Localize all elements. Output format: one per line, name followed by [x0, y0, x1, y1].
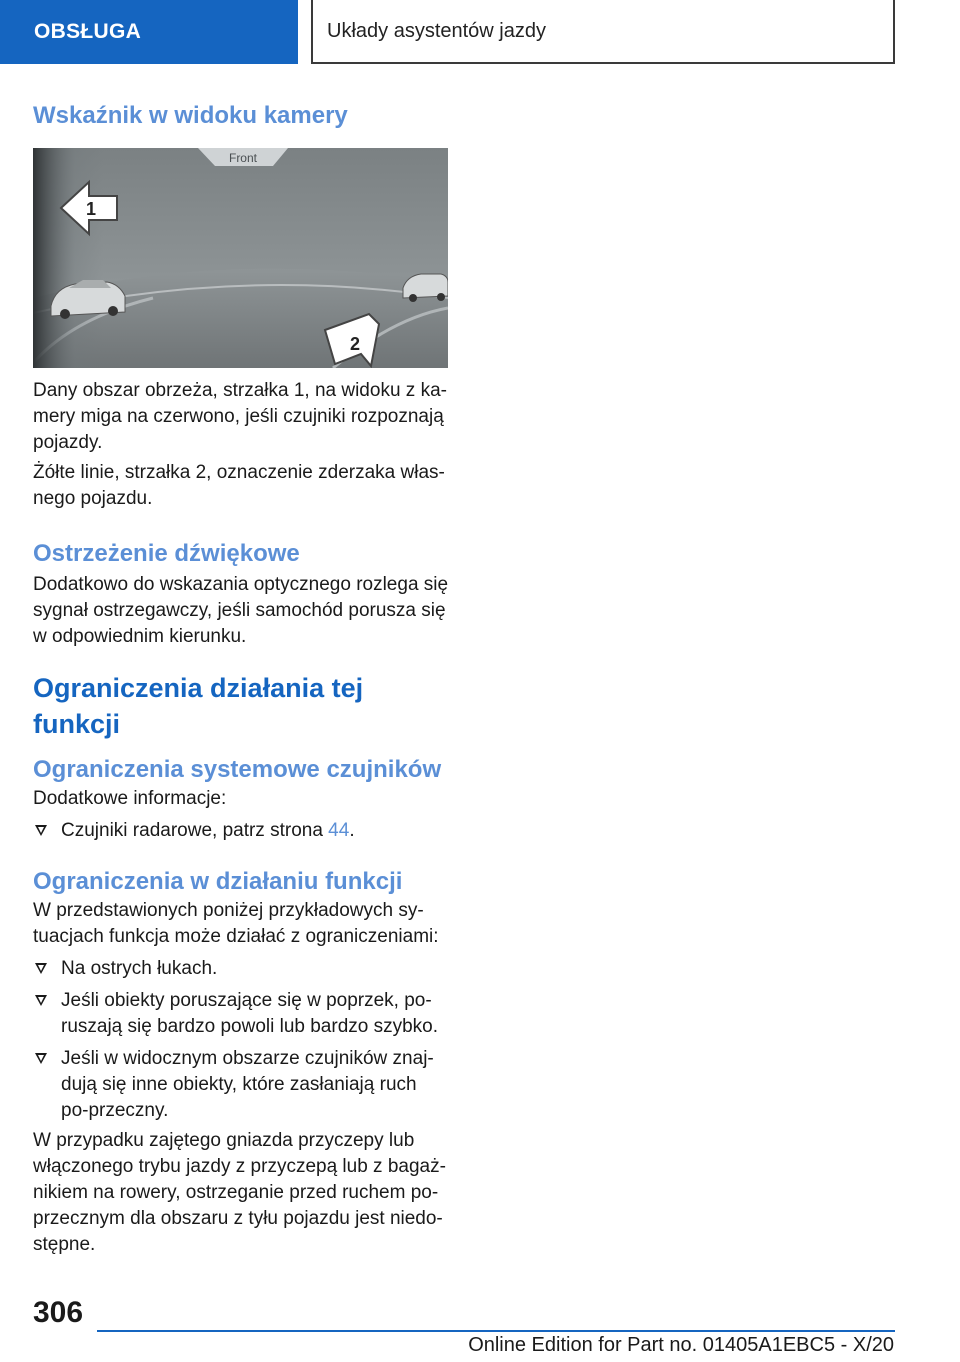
page-link-44[interactable]: 44 [328, 820, 350, 841]
sensor-intro: Dodatkowe informacje: [33, 788, 227, 809]
acoustic-paragraph: Dodatkowo do wskazania optycznego rozlega się sygnał ostrzegawczy, jeśli samochód porusza się w odpowiednim kierunku. [33, 574, 449, 647]
sensor-bullet-list [33, 818, 449, 844]
camera-view-illustration [33, 148, 448, 368]
heading-function-limits: Ograniczenia działania tej funkcji [33, 673, 364, 739]
footer-edition: Online Edition for Part no. 01405A1EBC5 - X/20 [468, 1334, 894, 1356]
bullet-triangle-icon [35, 963, 47, 974]
label-front: Front [228, 151, 258, 165]
heading-camera-view: Wskaźnik w widoku kamery [33, 102, 348, 129]
bullet-triangle-icon [35, 995, 47, 1006]
list-item: Jeśli obiekty poruszające się w poprzek, po-ruszają się bardzo powoli lub bardzo szybko. [33, 988, 449, 1040]
function-intro: W przedstawionych poniżej przykładowych sy-tuacjach funkcja może działać z ograniczeniami: [33, 900, 439, 947]
camera-paragraph-1: Dany obszar obrzeża, strzałka 1, na widoku z ka-mery miga na czerwono, jeśli czujniki rozpoznają pojazdy. [33, 380, 447, 453]
list-item: Jeśli w widocznym obszarze czujników znaj-dują się inne obiekty, które zasłaniają ruch po-przeczny. [33, 1046, 449, 1124]
header-chapter-title: Układy asystentów jazdy [311, 0, 895, 64]
main-content [33, 100, 449, 1258]
heading-acoustic-warning: Ostrzeżenie dźwiękowe [33, 540, 300, 567]
marker-2: 2 [349, 334, 361, 354]
bullet-triangle-icon [35, 1053, 47, 1064]
header-section-tab: OBSŁUGA [0, 0, 298, 64]
function-bullet-list [33, 956, 449, 1124]
page-number: 306 [33, 1296, 84, 1329]
bullet-triangle-icon [35, 825, 47, 836]
footer-divider [97, 1330, 895, 1332]
list-item: Czujniki radarowe, patrz strona 44. [33, 818, 449, 844]
heading-function-restrictions: Ograniczenia w działaniu funkcji [33, 868, 403, 895]
list-item: Na ostrych łukach. [33, 956, 449, 982]
camera-paragraph-2: Żółte linie, strzałka 2, oznaczenie zderzaka włas-nego pojazdu. [33, 462, 445, 509]
heading-sensor-limits: Ograniczenia systemowe czujników [33, 756, 442, 783]
marker-1: 1 [85, 199, 97, 219]
function-outro: W przypadku zajętego gniazda przyczepy lub włączonego trybu jazdy z przyczepą lub z bagaż-nikiem na rowery, ostrzeganie przed ruchem po-przecznym dla obszaru z tyłu pojazdu jest niedo-stępne. [33, 1130, 446, 1255]
